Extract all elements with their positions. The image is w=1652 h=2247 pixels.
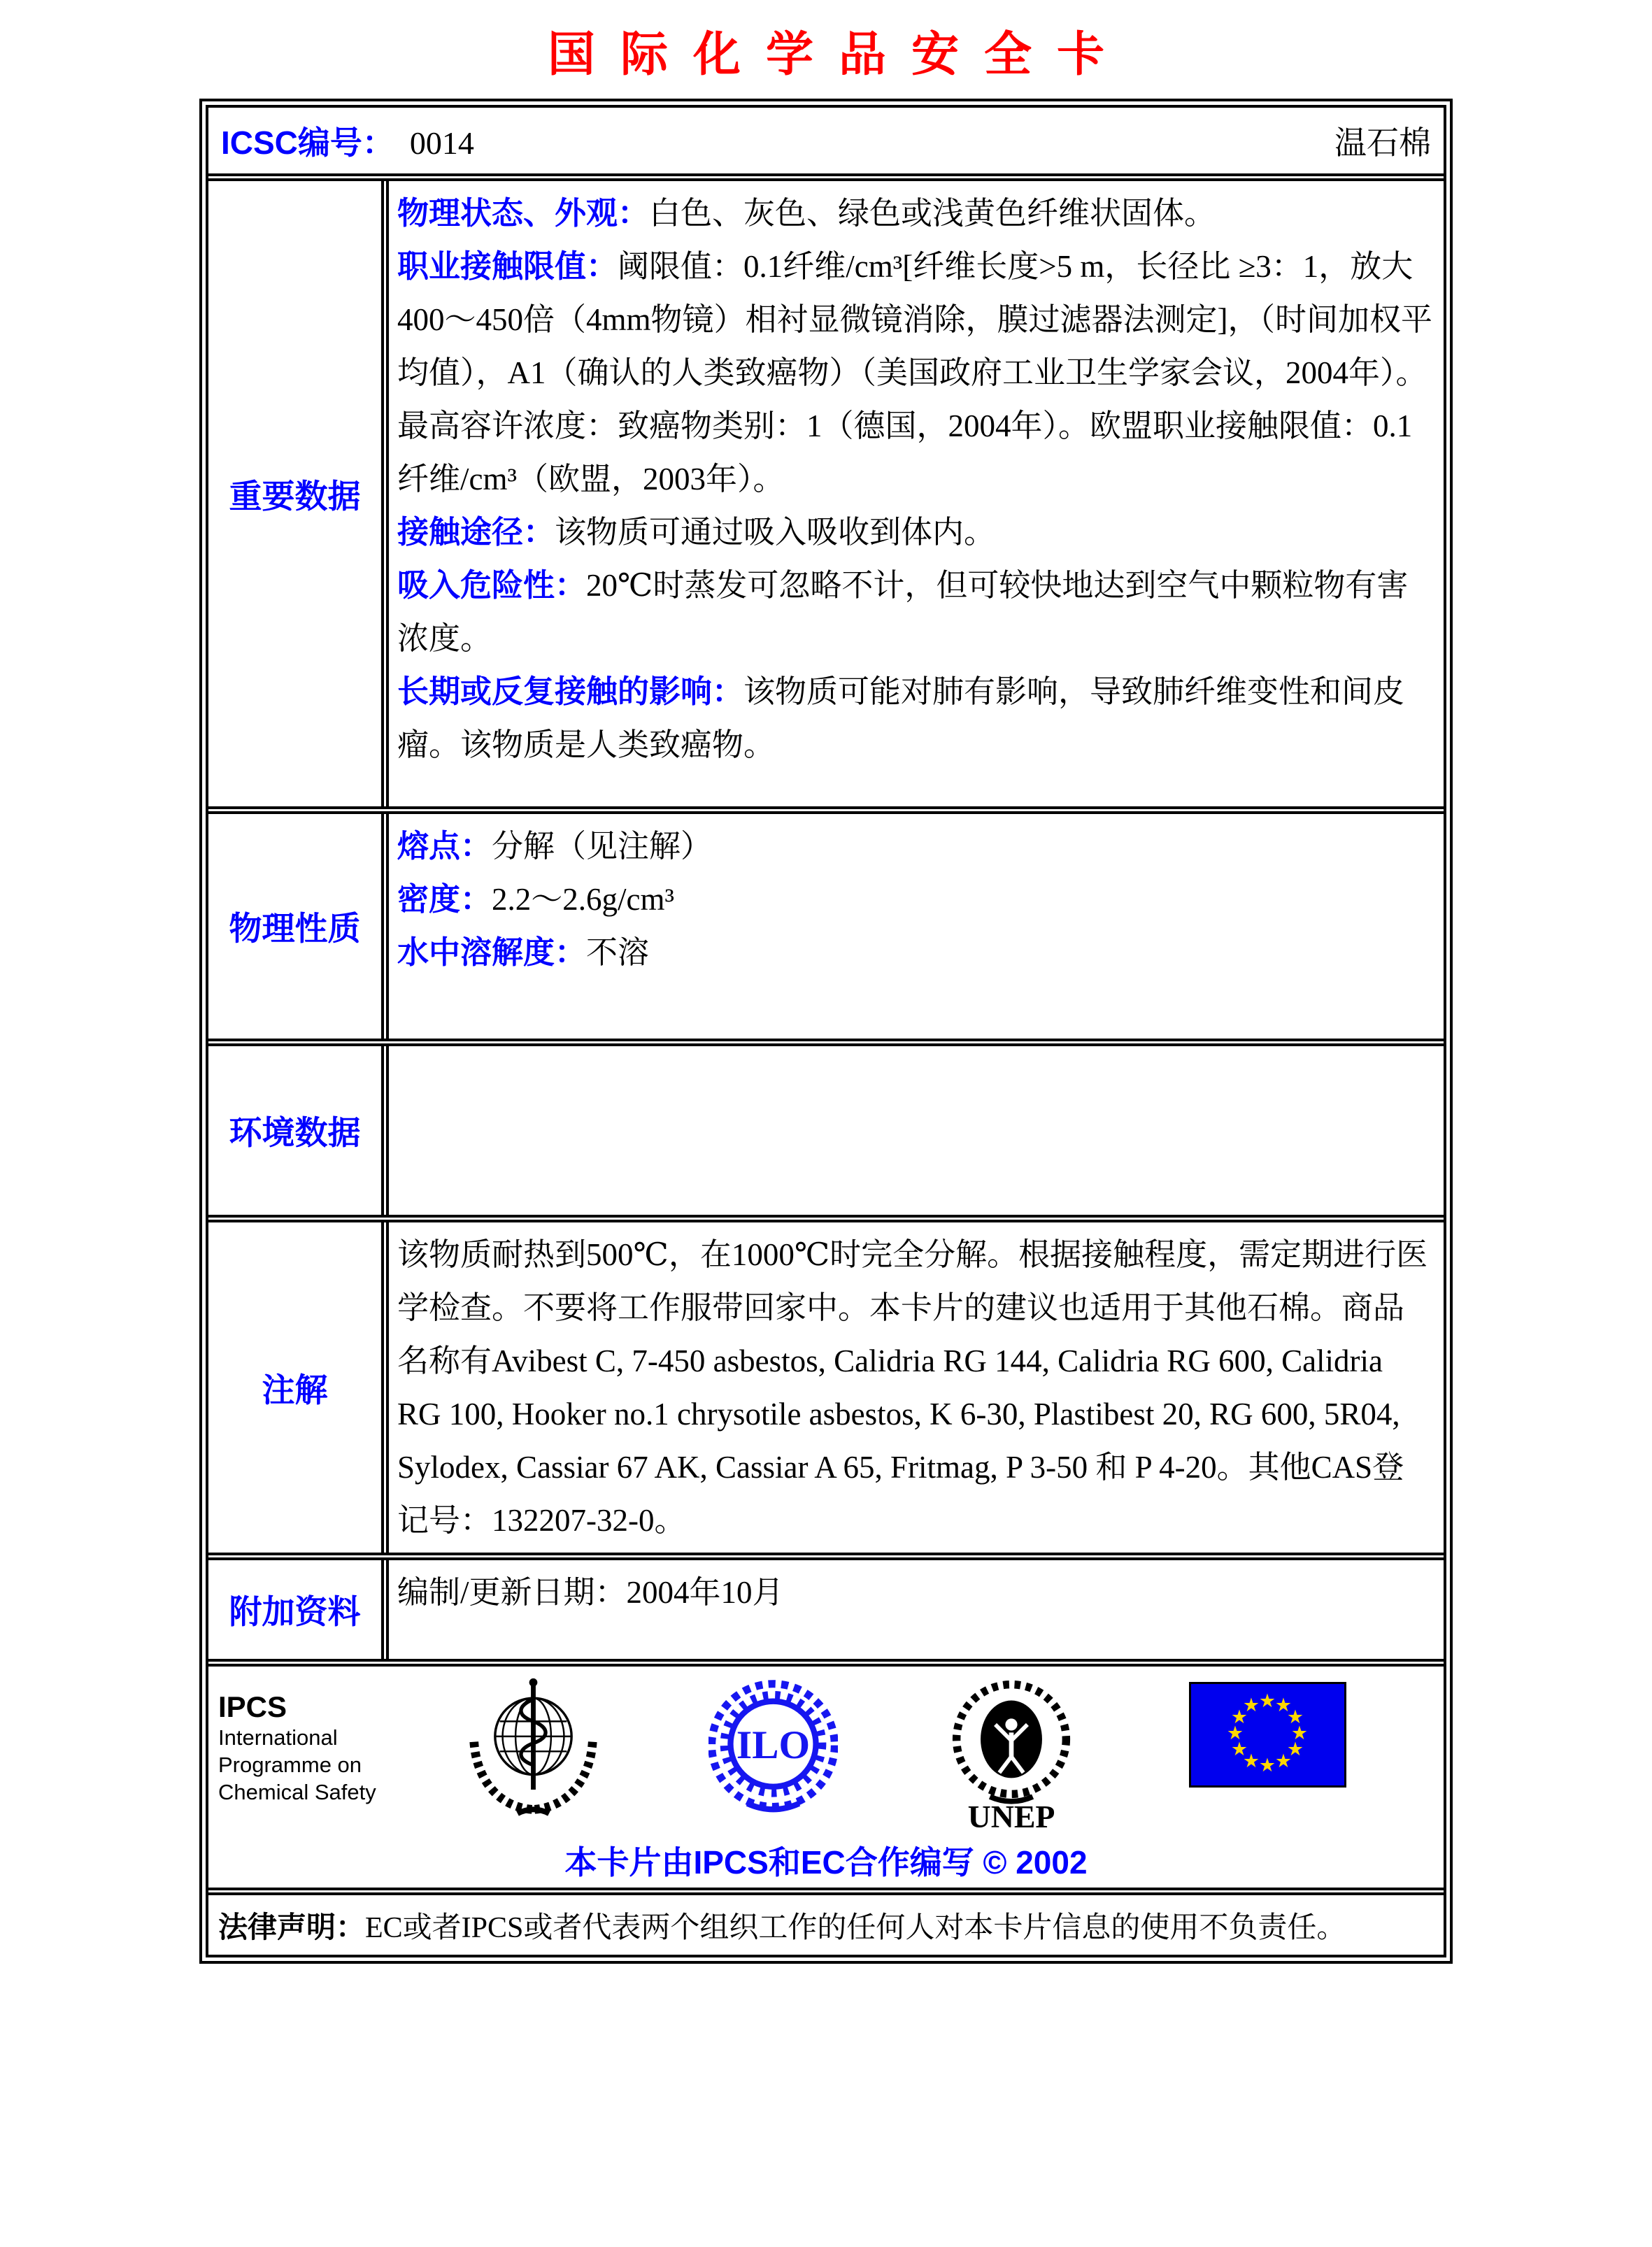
ipcs-block <box>218 1674 449 1806</box>
eu-star-icon: ★ <box>1230 1738 1248 1760</box>
eu-star-icon: ★ <box>1274 1694 1293 1716</box>
field-label: 水中溶解度： <box>397 934 587 970</box>
field-water-solubility <box>397 926 1432 979</box>
icsc-card <box>199 99 1453 1964</box>
legal-text: EC或者IPCS或者代表两个组织工作的任何人对本卡片信息的使用不负责任。 <box>365 1911 1346 1944</box>
page <box>0 17 1652 1964</box>
ipcs-subtitle-line: International <box>218 1725 338 1750</box>
field-label: 吸入危险性： <box>397 567 587 603</box>
notes-content <box>389 1222 1444 1553</box>
ilo-logo-icon <box>708 1674 838 1819</box>
substance-name: 温石棉 <box>1334 125 1431 161</box>
unep-logo-text: UNEP <box>967 1799 1055 1834</box>
eu-star-icon: ★ <box>1242 1694 1260 1716</box>
icsc-number-label: ICSC编号： <box>221 124 394 161</box>
field-occupational-exposure-limits <box>397 240 1432 506</box>
field-text: 该物质可能对肺有影响，导致肺纤维变性和间皮瘤。该物质是人类致癌物。 <box>397 674 1405 762</box>
ilo-logo-text: ILO <box>736 1723 811 1768</box>
field-melting-point <box>397 820 1432 873</box>
eu-star-icon: ★ <box>1290 1722 1309 1744</box>
section-environmental-data <box>208 1039 1444 1215</box>
field-text: 该物质可通过吸入吸收到体内。 <box>555 515 996 550</box>
eu-star-icon: ★ <box>1258 1754 1276 1776</box>
field-label: 物理状态、外观： <box>397 195 650 231</box>
ipcs-title: IPCS <box>218 1690 287 1723</box>
eu-star-icon: ★ <box>1274 1750 1293 1772</box>
field-text: 20℃时蒸发可忽略不计，但可较快地达到空气中颗粒物有害浓度。 <box>397 568 1409 656</box>
field-label: 职业接触限值： <box>397 248 618 284</box>
eu-flag-icon <box>1189 1682 1346 1788</box>
physical-properties-content <box>389 814 1444 1039</box>
section-important-data <box>208 173 1444 806</box>
eu-star-icon: ★ <box>1286 1738 1304 1760</box>
credit-line <box>218 1837 1434 1883</box>
additional-info-content <box>389 1560 1444 1659</box>
header-row <box>208 108 1444 173</box>
legal-label: 法律声明： <box>218 1910 366 1943</box>
eu-star-icon: ★ <box>1242 1750 1260 1772</box>
footer-row <box>208 1659 1444 1888</box>
section-label-environmental-data: 环境数据 <box>208 1046 389 1215</box>
section-additional-info <box>208 1553 1444 1659</box>
field-label: 熔点： <box>397 828 492 864</box>
field-text: 阈限值：0.1纤维/cm³[纤维长度>5 m，长径比 ≥3：1，放大400～450倍（4mm物镜）相衬显微镜消除，膜过滤器法测定]，（时间加权平均值），A1（确认的人类致癌物）（美国政府工业卫生学家会议，2004年）。最高容许浓度：致癌物类别：1（德国，2004年）。欧盟职业接触限值：0.1纤维/cm³（欧盟，2003年）。 <box>397 249 1432 497</box>
icsc-number-value: 0014 <box>409 125 474 161</box>
section-notes <box>208 1215 1444 1553</box>
field-label: 密度： <box>397 881 492 917</box>
section-label-notes: 注解 <box>208 1222 389 1553</box>
field-text: 白色、灰色、绿色或浅黄色纤维状固体。 <box>649 196 1216 231</box>
unep-logo-icon <box>951 1674 1071 1834</box>
ipcs-subtitle-line: Programme on <box>218 1753 362 1777</box>
copyright-text: © 2002 <box>983 1844 1088 1881</box>
section-label-physical-properties: 物理性质 <box>208 814 389 1039</box>
eu-star-icon: ★ <box>1226 1722 1244 1744</box>
field-text: 不溶 <box>586 935 650 970</box>
section-physical-properties <box>208 806 1444 1039</box>
section-label-additional-info: 附加资料 <box>208 1560 389 1659</box>
field-label: 长期或反复接触的影响： <box>397 673 744 709</box>
icsc-number-field <box>221 117 474 164</box>
field-physical-state <box>397 187 1432 240</box>
field-long-term-effects <box>397 665 1432 771</box>
field-text: 分解（见注解） <box>492 829 713 864</box>
field-routes-of-exposure <box>397 506 1432 559</box>
who-logo-icon <box>462 1674 605 1819</box>
footer-logos <box>218 1674 1434 1834</box>
notes-text: 该物质耐热到500℃，在1000℃时完全分解。根据接触程度，需定期进行医学检查。不要将工作服带回家中。本卡片的建议也适用于其他石棉。商品名称有Avibest C, 7-450 asbestos, Calidria RG 144, Calidria RG 600, Calidria RG 100, Hooker no.1 chrysotile asbestos, K 6-30, Plastibest 20, RG 600, 5R04, Sylodex, Cassiar 67 AK, Cassiar A 65, Fritmag, P 3-50 和 P 4-20。其他CAS登记号：132207-32-0。 <box>397 1237 1428 1538</box>
additional-info-text: 编制/更新日期：2004年10月 <box>397 1575 784 1610</box>
credit-text: 本卡片由IPCS和EC合作编写 <box>564 1844 974 1881</box>
eu-star-icon: ★ <box>1286 1706 1304 1728</box>
eu-star-icon: ★ <box>1230 1706 1248 1728</box>
field-text: 2.2～2.6g/cm³ <box>492 882 674 917</box>
field-label: 接触途径： <box>397 514 555 550</box>
field-density <box>397 873 1432 926</box>
legal-row <box>208 1888 1444 1955</box>
ipcs-subtitle-line: Chemical Safety <box>218 1780 376 1804</box>
section-label-important-data: 重要数据 <box>208 181 389 806</box>
environmental-data-content <box>389 1046 1444 1215</box>
important-data-content <box>389 181 1444 806</box>
page-title: 国际化学品安全卡 <box>547 27 1130 83</box>
eu-star-icon: ★ <box>1258 1690 1276 1712</box>
field-inhalation-risk <box>397 559 1432 665</box>
